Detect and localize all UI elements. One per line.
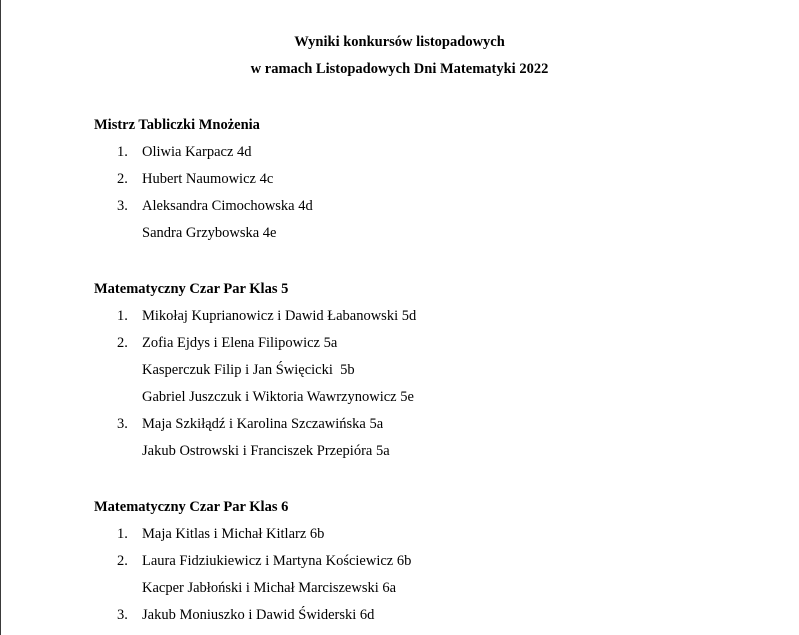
- list-item-text: Kasperczuk Filip i Jan Święcicki 5b: [142, 362, 355, 378]
- list-item-text: Jakub Ostrowski i Franciszek Przepióra 5a: [142, 443, 390, 459]
- list-item-number: 2.: [117, 553, 128, 569]
- list-item-text: Hubert Naumowicz 4c: [142, 171, 274, 187]
- list-item-number: 3.: [117, 198, 128, 214]
- list-item-text: Jakub Moniuszko i Dawid Świderski 6d: [142, 607, 375, 623]
- list-item-number: 3.: [117, 607, 128, 623]
- list-item-number: 3.: [117, 416, 128, 432]
- list-item-number: 1.: [117, 144, 128, 160]
- list-item-text: Gabriel Juszczuk i Wiktoria Wawrzynowicz 5e: [142, 389, 414, 405]
- list-item-text: Kacper Jabłoński i Michał Marciszewski 6a: [142, 580, 397, 596]
- list-item-text: Oliwia Karpacz 4d: [142, 144, 252, 160]
- list-item-text: Maja Szkiłądź i Karolina Szczawińska 5a: [142, 416, 384, 432]
- list-item-text: Maja Kitlas i Michał Kitlarz 6b: [142, 526, 325, 542]
- list-item-text: Sandra Grzybowska 4e: [142, 225, 277, 241]
- list-item-text: Zofia Ejdys i Elena Filipowicz 5a: [142, 335, 338, 351]
- section-heading-mistrz-tabliczki: Mistrz Tabliczki Mnożenia: [94, 117, 260, 133]
- section-heading-czar-par-klas-6: Matematyczny Czar Par Klas 6: [94, 499, 289, 515]
- section-heading-czar-par-klas-5: Matematyczny Czar Par Klas 5: [94, 281, 289, 297]
- document-title-line-1: Wyniki konkursów listopadowych: [294, 34, 505, 50]
- document-title-line-2: w ramach Listopadowych Dni Matematyki 2022: [250, 61, 549, 77]
- list-item-number: 1.: [117, 308, 128, 324]
- list-item-text: Mikołaj Kuprianowicz i Dawid Łabanowski 5d: [142, 308, 417, 324]
- list-item-text: Aleksandra Cimochowska 4d: [142, 198, 313, 214]
- list-item-text: Laura Fidziukiewicz i Martyna Kościewicz 6b: [142, 553, 412, 569]
- list-item-number: 2.: [117, 171, 128, 187]
- list-item-number: 1.: [117, 526, 128, 542]
- list-item-number: 2.: [117, 335, 128, 351]
